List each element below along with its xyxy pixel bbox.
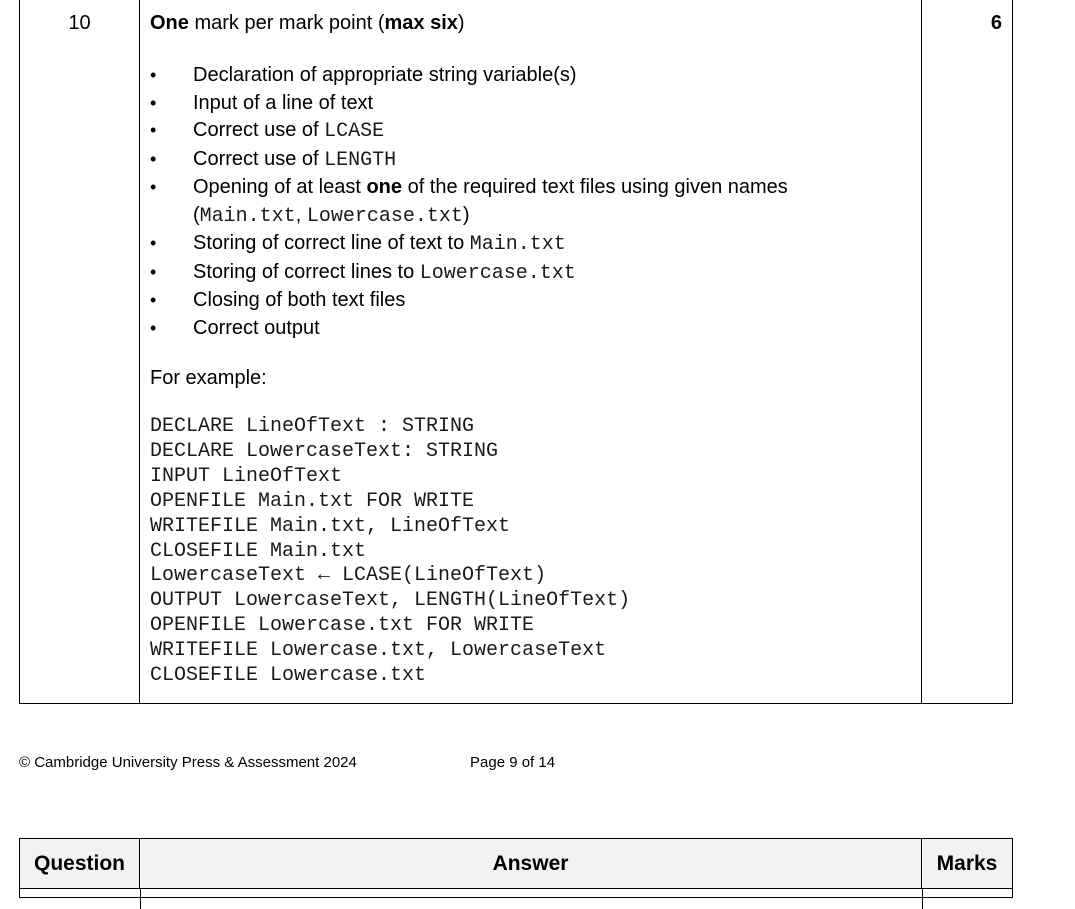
next-page-table	[19, 838, 1013, 898]
mark-point-item	[150, 90, 911, 118]
code-line: LowercaseText ← LCASE(LineOfText)	[150, 564, 547, 588]
code-term: Main.txt	[199, 204, 296, 228]
mark-point-item	[150, 117, 911, 146]
question-number-cell	[20, 0, 140, 703]
point-text: Storing of correct line of text to	[193, 232, 470, 254]
header-question: Question	[20, 839, 140, 889]
point-text: ,	[295, 203, 307, 226]
code-line: DECLARE LineOfText : STRING	[150, 415, 475, 438]
code-line: OUTPUT LowercaseText, LENGTH(LineOfText)	[150, 589, 631, 613]
point-text: Storing of correct lines to	[193, 260, 420, 283]
point-text: Correct output	[193, 316, 320, 339]
question-number: 10	[68, 12, 91, 34]
code-line: OPENFILE Main.txt FOR WRITE	[150, 489, 475, 513]
answer-cell	[140, 0, 922, 703]
code-term: LCASE	[324, 120, 385, 143]
point-text: (	[193, 203, 200, 226]
table-body-divider-1	[20, 889, 141, 909]
code-line: WRITEFILE Main.txt, LineOfText	[150, 514, 511, 538]
bold-term: one	[366, 176, 403, 198]
code-line: INPUT LineOfText	[150, 464, 343, 488]
page-number: Page 9 of 14	[470, 754, 556, 771]
table-header-row	[20, 839, 1012, 889]
code-line: DECLARE LowercaseText: STRING	[150, 439, 499, 463]
point-text: Input of a line of text	[193, 91, 374, 114]
mark-scheme-table	[19, 0, 1013, 704]
instruction-close: )	[457, 12, 465, 34]
marks-value: 6	[990, 12, 1002, 34]
code-term: LENGTH	[324, 148, 397, 172]
mark-points-list	[150, 62, 911, 342]
mark-point-item	[150, 62, 911, 90]
code-term: Lowercase.txt	[419, 261, 576, 285]
header-answer: Answer	[140, 839, 922, 889]
marks-cell	[922, 0, 1012, 703]
mark-point-item	[150, 174, 911, 230]
point-text: of the required text files using given names	[402, 176, 788, 198]
code-term: Lowercase.txt	[306, 204, 463, 228]
header-marks: Marks	[936, 852, 998, 875]
mark-point-item	[150, 259, 911, 288]
example-code-block	[150, 415, 911, 689]
example-label: For example:	[150, 367, 267, 389]
instruction-bold-one: One	[150, 12, 189, 34]
code-line: CLOSEFILE Lowercase.txt	[150, 664, 427, 688]
table-body-divider-2	[140, 889, 923, 909]
point-text: Opening of at least	[193, 176, 367, 198]
instruction-text: mark per mark point (	[188, 12, 385, 34]
code-line: WRITEFILE Lowercase.txt, LowercaseText	[150, 639, 607, 663]
code-line: CLOSEFILE Main.txt	[150, 539, 367, 563]
point-text: Correct use of	[193, 119, 325, 141]
point-text: )	[462, 203, 470, 226]
mark-point-item	[150, 146, 911, 175]
mark-instruction	[150, 11, 911, 35]
mark-point-item	[150, 230, 911, 259]
point-text: Correct use of	[193, 147, 325, 170]
copyright-notice: © Cambridge University Press & Assessment 2024	[19, 754, 357, 771]
instruction-bold-max: max six	[384, 12, 458, 34]
point-text: Closing of both text files	[193, 289, 406, 311]
code-line: OPENFILE Lowercase.txt FOR WRITE	[150, 614, 535, 638]
mark-point-item	[150, 315, 911, 343]
point-text: Declaration of appropriate string variable(s)	[193, 64, 577, 86]
mark-point-item	[150, 287, 911, 315]
code-term: Main.txt	[469, 233, 566, 256]
